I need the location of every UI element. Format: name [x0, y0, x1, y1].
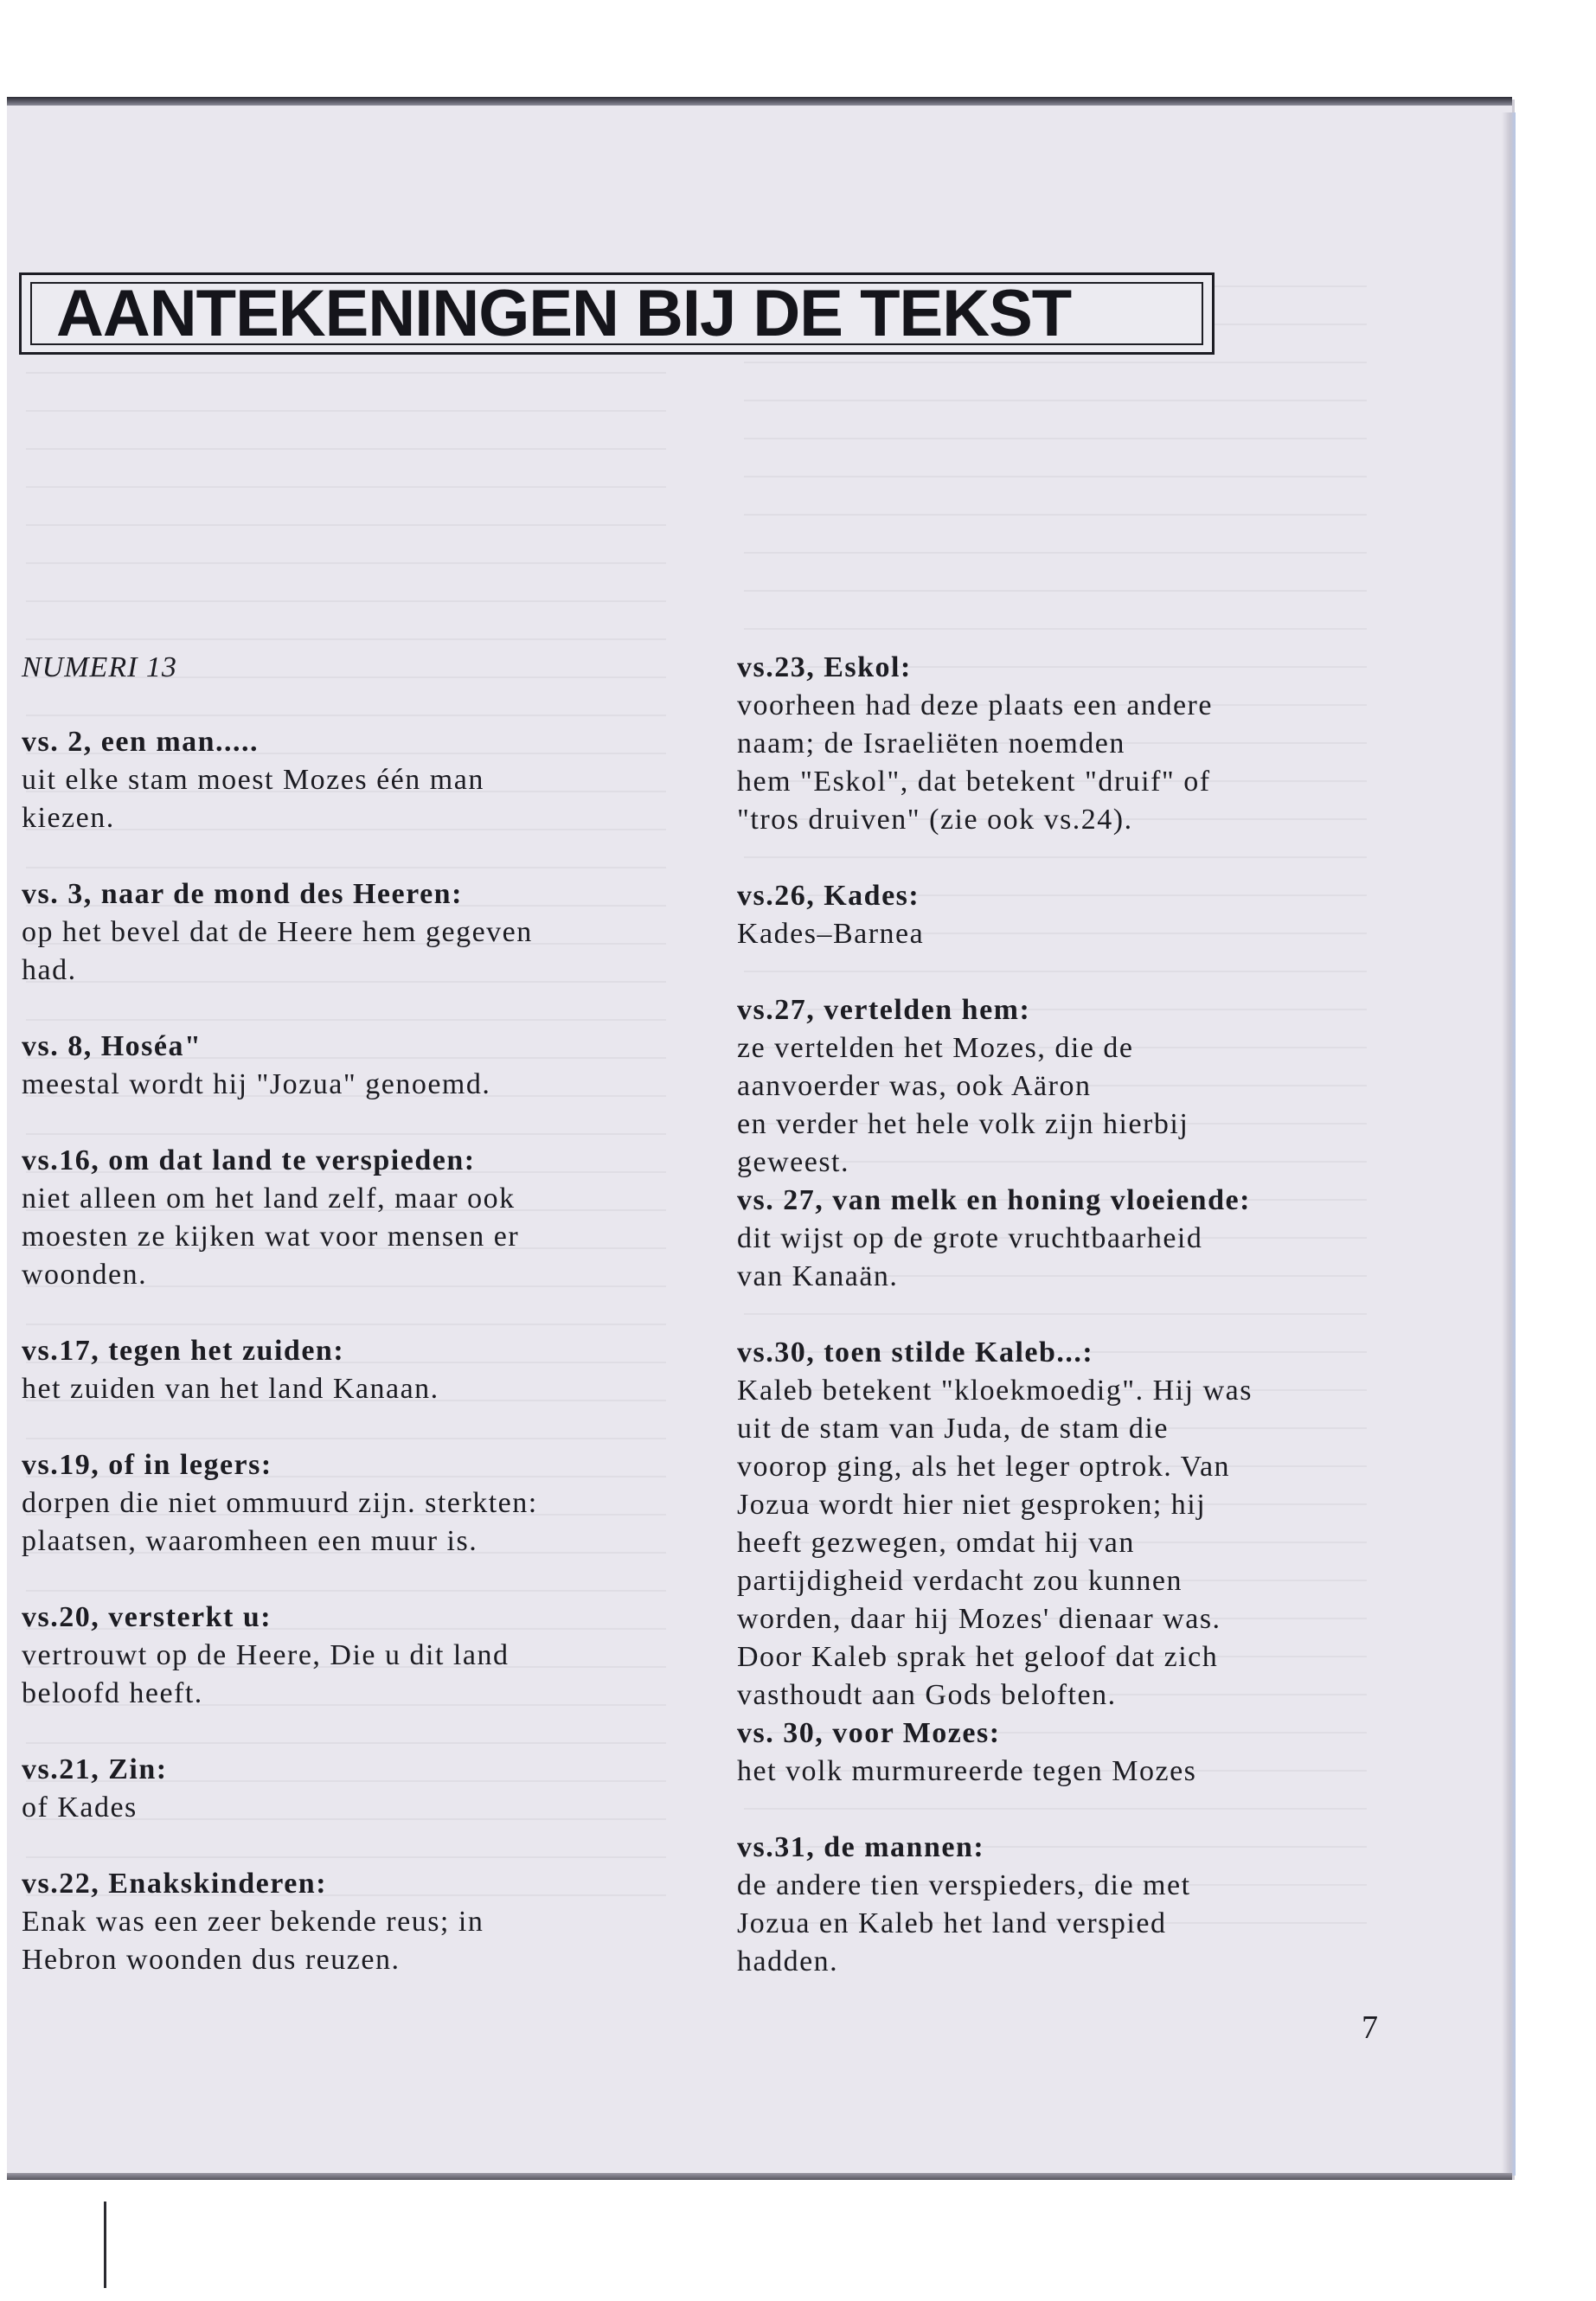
note-verse-label: vs.26, Kades: [737, 880, 920, 912]
binding-mark [104, 2202, 106, 2288]
note-verse-label: vs. 30, voor Mozes: [737, 1717, 1001, 1749]
right-column [737, 649, 1472, 1981]
note-text-line: voorheen had deze plaats een andere [737, 689, 1213, 721]
note-text-line: vertrouwt op de Heere, Die u dit land [22, 1639, 510, 1671]
note-text-line: aanvoerder was, ook Aäron [737, 1070, 1092, 1102]
note-text-line: partijdigheid verdacht zou kunnen [737, 1565, 1183, 1597]
note-verse-label: vs. 27, van melk en honing vloeiende: [737, 1184, 1251, 1216]
entry-spacer [22, 1713, 688, 1751]
note-text-line: had. [22, 954, 77, 986]
note-verse-label: vs.27, vertelden hem: [737, 994, 1031, 1026]
entry-spacer [22, 1827, 688, 1865]
page-bottom-edge [7, 2173, 1512, 2180]
right-entries [737, 649, 1472, 1981]
note-entry [737, 649, 1472, 839]
note-entry [737, 991, 1472, 1182]
note-text-line: het volk murmureerde tegen Mozes [737, 1755, 1197, 1787]
note-text-line: plaatsen, waaromheen een muur is. [22, 1525, 478, 1557]
note-text-line: Jozua wordt hier niet gesproken; hij [737, 1489, 1207, 1521]
note-text-line: beloofd heeft. [22, 1677, 203, 1709]
note-entry [737, 1829, 1472, 1981]
entry-spacer [22, 1561, 688, 1599]
note-entry [737, 1334, 1472, 1715]
note-text-line: uit de stam van Juda, de stam die [737, 1413, 1169, 1445]
note-text-line: en verder het hele volk zijn hierbij [737, 1108, 1189, 1140]
note-text-line: Hebron woonden dus reuzen. [22, 1944, 401, 1976]
note-entry [22, 1028, 688, 1104]
entry-spacer [737, 839, 1472, 877]
note-text-line: "tros druiven" (zie ook vs.24). [737, 804, 1133, 836]
note-text-line: heeft gezwegen, omdat hij van [737, 1527, 1135, 1559]
title-inner-frame [30, 277, 1203, 350]
note-text-line: de andere tien verspieders, die met [737, 1869, 1191, 1901]
note-entry [737, 1182, 1472, 1296]
note-entry [22, 1751, 688, 1827]
note-text-line: meestal wordt hij "Jozua" genoemd. [22, 1068, 491, 1100]
note-text-line: voorop ging, als het leger optrok. Van [737, 1451, 1231, 1483]
page-top-edge [7, 97, 1512, 106]
page-title: AANTEKENINGEN BIJ DE TEKST [56, 277, 1072, 350]
left-entries [22, 723, 688, 1979]
entry-spacer [22, 990, 688, 1028]
chapter-heading: NUMERI 13 [22, 651, 177, 683]
note-text-line: geweest. [737, 1146, 850, 1178]
note-entry [737, 877, 1472, 953]
note-text-line: vasthoudt aan Gods beloften. [737, 1679, 1117, 1711]
note-text-line: woonden. [22, 1259, 148, 1291]
note-verse-label: vs.17, tegen het zuiden: [22, 1335, 345, 1367]
page-number: 7 [1362, 2009, 1378, 2046]
note-verse-label: vs.23, Eskol: [737, 651, 912, 683]
note-verse-label: vs. 2, een man..... [22, 726, 260, 758]
note-text-line: moesten ze kijken wat voor mensen er [22, 1221, 520, 1253]
note-text-line: hadden. [737, 1945, 839, 1977]
entry-spacer [22, 1104, 688, 1142]
note-text-line: dorpen die niet ommuurd zijn. sterkten: [22, 1487, 538, 1519]
note-text-line: op het bevel dat de Heere hem gegeven [22, 916, 533, 948]
entry-spacer [737, 1296, 1472, 1334]
note-text-line: dit wijst op de grote vruchtbaarheid [737, 1222, 1203, 1254]
note-verse-label: vs.30, toen stilde Kaleb...: [737, 1336, 1094, 1368]
note-text-line: ze vertelden het Mozes, die de [737, 1032, 1134, 1064]
note-verse-label: vs. 3, naar de mond des Heeren: [22, 878, 463, 910]
note-text-line: worden, daar hij Mozes' dienaar was. [737, 1603, 1221, 1635]
entry-spacer [22, 837, 688, 875]
note-text-line: uit elke stam moest Mozes één man [22, 764, 484, 796]
note-text-line: naam; de Israeliëten noemden [737, 727, 1125, 760]
note-text-line: kiezen. [22, 802, 115, 834]
title-banner [19, 272, 1215, 355]
note-text-line: Jozua en Kaleb het land verspied [737, 1907, 1167, 1939]
note-verse-label: vs.31, de mannen: [737, 1831, 985, 1863]
note-entry [22, 875, 688, 990]
entry-spacer [737, 1791, 1472, 1829]
entry-spacer [22, 1294, 688, 1332]
note-entry [22, 723, 688, 837]
entry-spacer [22, 1408, 688, 1446]
note-entry [22, 1332, 688, 1408]
note-verse-label: vs.19, of in legers: [22, 1449, 272, 1481]
note-text-line: hem "Eskol", dat betekent "druif" of [737, 766, 1211, 798]
page-right-edge [1502, 112, 1516, 2176]
note-verse-label: vs.21, Zin: [22, 1753, 168, 1785]
note-entry [22, 1142, 688, 1294]
note-entry [22, 1865, 688, 1979]
note-text-line: van Kanaän. [737, 1260, 899, 1292]
note-entry [22, 1599, 688, 1713]
entry-spacer [737, 953, 1472, 991]
note-text-line: Kaleb betekent "kloekmoedig". Hij was [737, 1375, 1253, 1407]
note-verse-label: vs.22, Enakskinderen: [22, 1868, 328, 1900]
note-entry [737, 1715, 1472, 1791]
note-entry [22, 1446, 688, 1561]
note-text-line: Kades–Barnea [737, 918, 925, 950]
note-verse-label: vs.20, versterkt u: [22, 1601, 272, 1633]
note-text-line: of Kades [22, 1791, 138, 1823]
note-text-line: niet alleen om het land zelf, maar ook [22, 1183, 516, 1215]
note-text-line: het zuiden van het land Kanaan. [22, 1373, 439, 1405]
note-verse-label: vs. 8, Hoséa" [22, 1030, 202, 1062]
note-text-line: Door Kaleb sprak het geloof dat zich [737, 1641, 1219, 1673]
note-verse-label: vs.16, om dat land te verspieden: [22, 1144, 476, 1176]
left-column [22, 649, 688, 1979]
note-text-line: Enak was een zeer bekende reus; in [22, 1906, 484, 1938]
